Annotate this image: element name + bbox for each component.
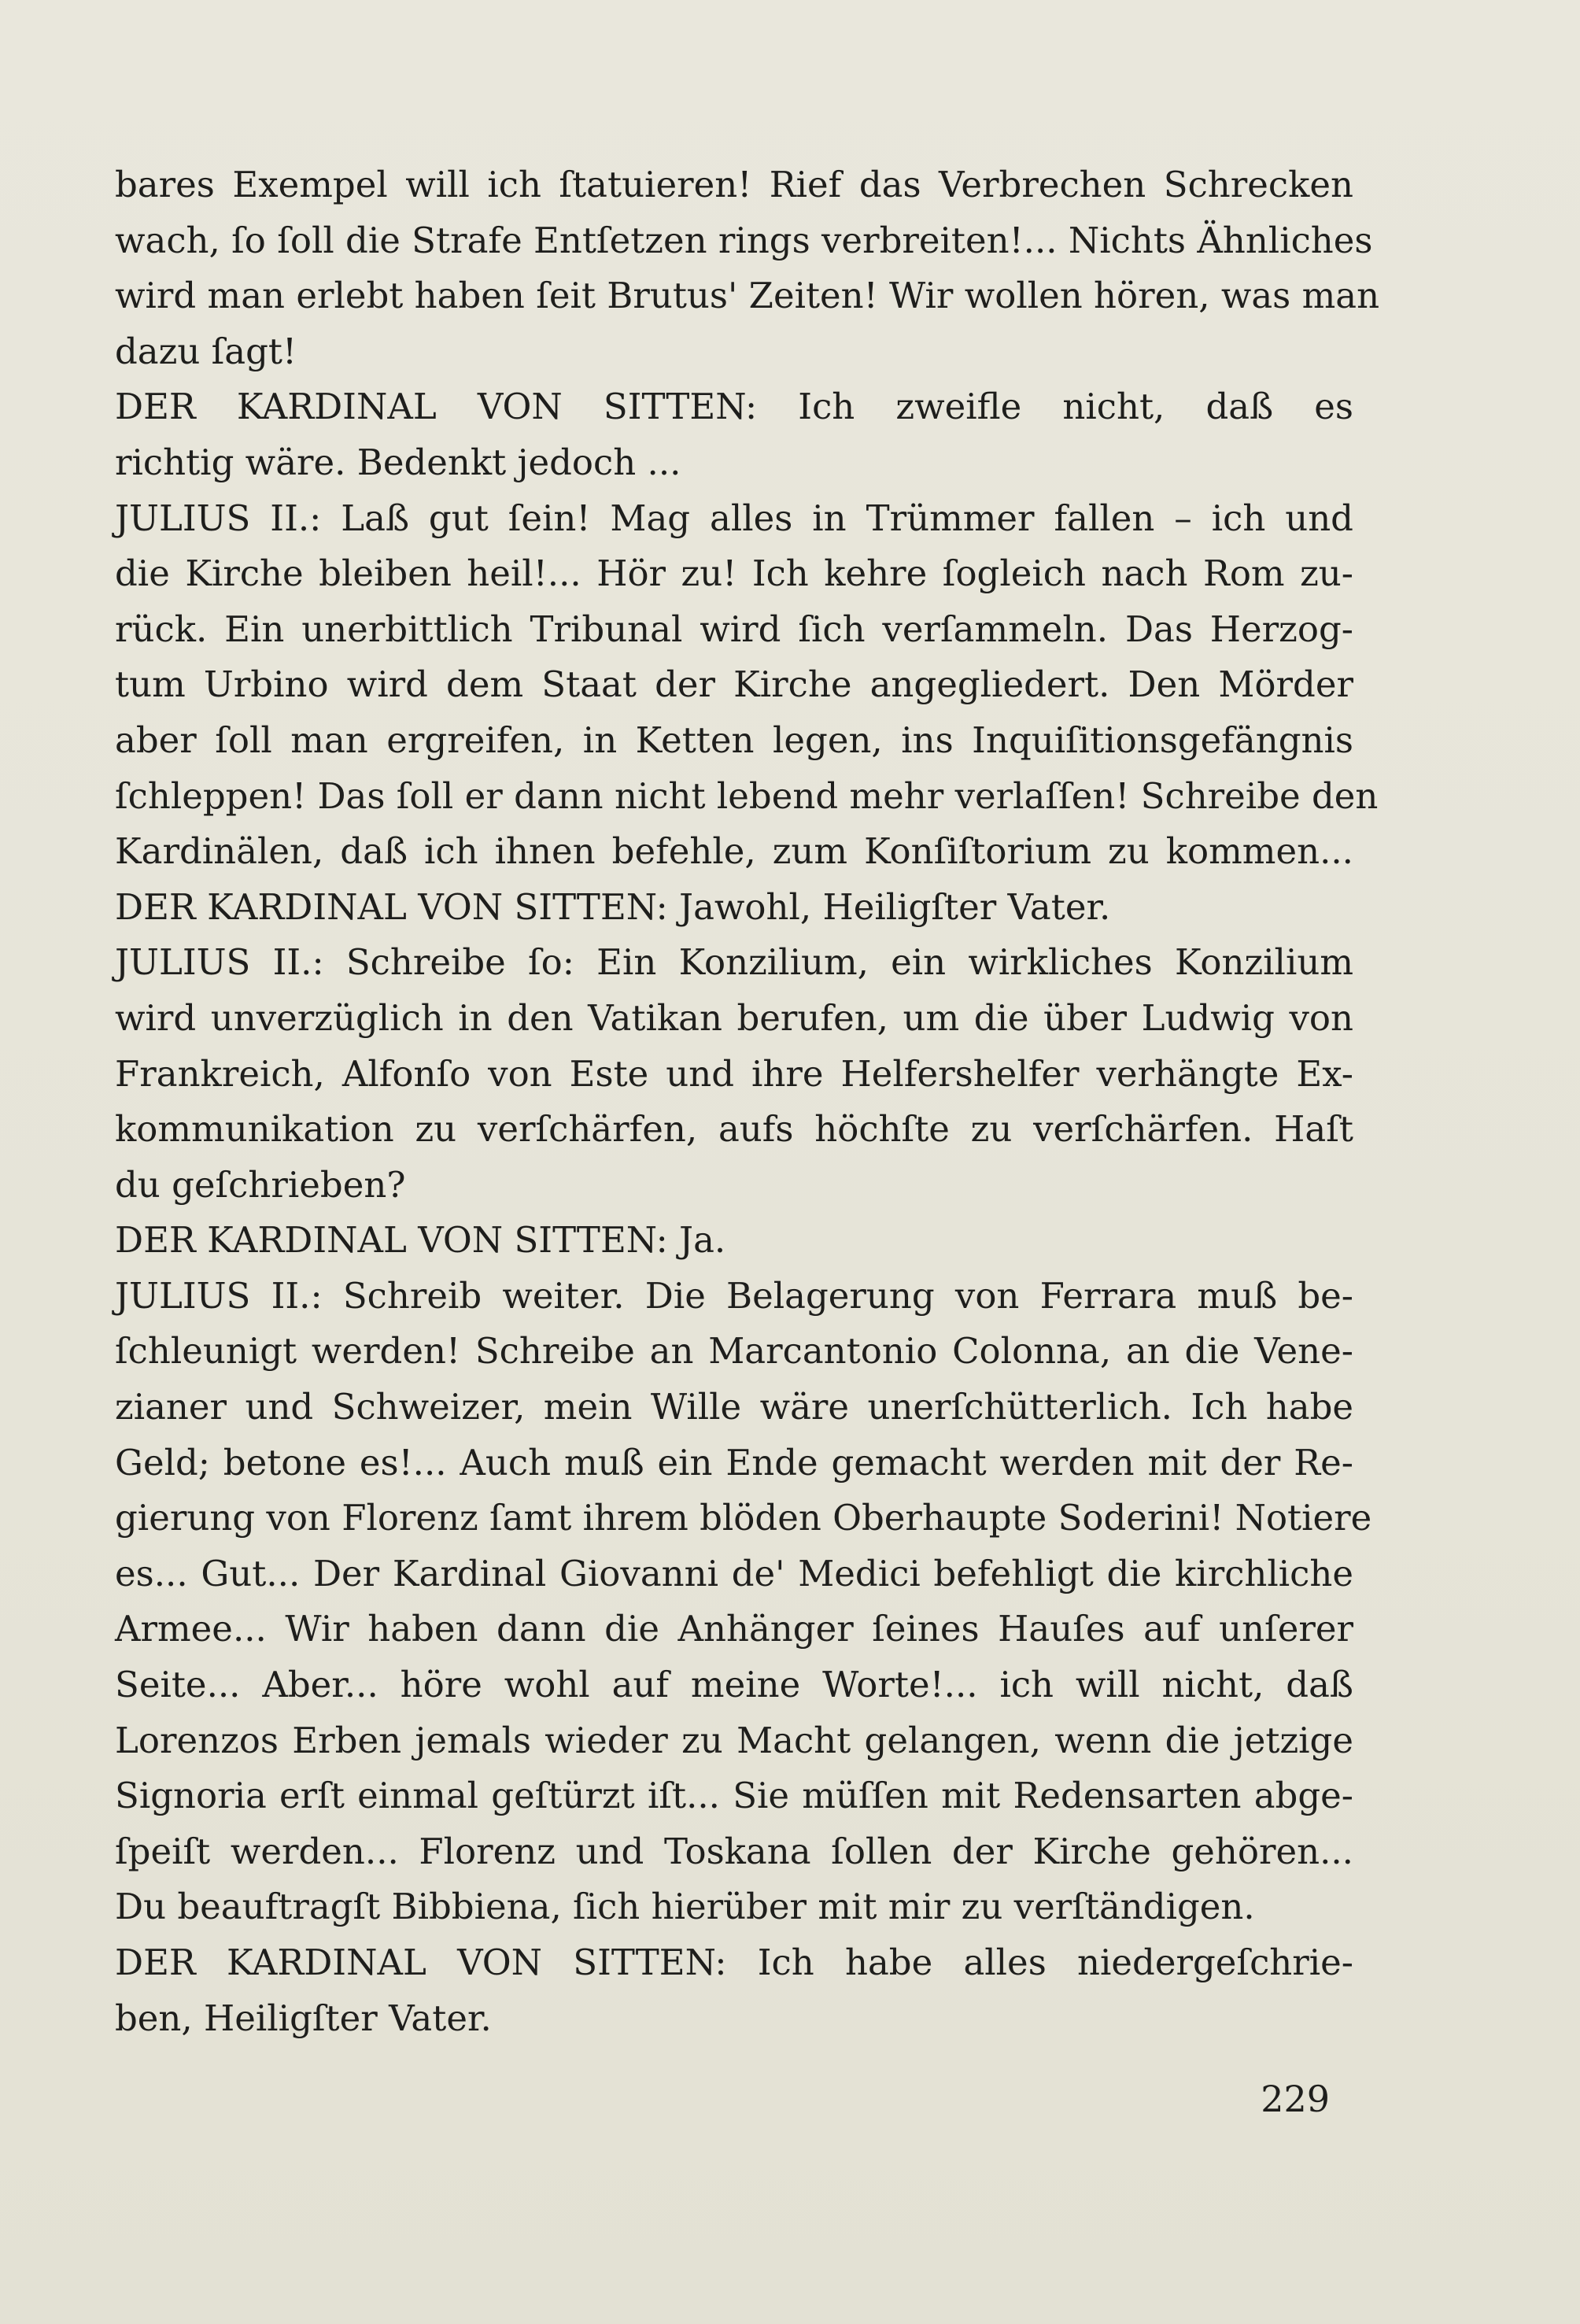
text-line: ſchleppen! Das ſoll er dann nicht lebend mehr verlaſſen! Schreibe den [115,774,1379,817]
text-line: wird man erlebt haben ſeit Brutus' Zeiten! Wir wollen hören, was man [115,275,1380,317]
page-number: 229 [1261,2078,1330,2120]
text-line: dazu ſagt! [115,330,297,372]
text-line: ſpeiſt werden... Florenz und Toskana ſollen der Kirche gehören... [115,1830,1353,1872]
text-line: Geld; betone es!... Auch muß ein Ende gemacht werden mit der Re- [115,1441,1353,1483]
text-line: DER KARDINAL VON SITTEN: Jawohl, Heiligſter Vater. [115,885,1111,928]
text-line: du geſchrieben? [115,1163,406,1206]
text-line: JULIUS II.: Laß gut ſein! Mag alles in Trümmer fallen – ich und [115,497,1353,539]
text-line: wird unverzüglich in den Vatikan berufen, um die über Ludwig von [115,996,1353,1039]
text-line: aber ſoll man ergreifen, in Ketten legen, ins Inquiſitionsgefängnis [115,719,1353,761]
text-line: wach, ſo ſoll die Strafe Entſetzen rings verbreiten!... Nichts Ähnliches [115,219,1373,261]
text-line: Kardinälen, daß ich ihnen befehle, zum Konſiſtorium zu kommen... [115,830,1353,873]
text-line: Signoria erſt einmal geſtürzt iſt... Sie müſſen mit Redensarten abge- [115,1775,1353,1817]
text-line: kommunikation zu verſchärfen, aufs höchſte zu verſchärfen. Haſt [115,1108,1353,1151]
text-line: rück. Ein unerbittlich Tribunal wird ſich verſammeln. Das Herzog- [115,608,1353,650]
text-line: Frankreich, Alfonſo von Este und ihre Helfershelfer verhängte Ex- [115,1052,1353,1095]
text-line: Lorenzos Erben jemals wieder zu Macht gelangen, wenn die jetzige [115,1719,1353,1761]
text-line: Armee... Wir haben dann die Anhänger ſeines Hauſes auf unſerer [115,1608,1353,1650]
text-line: DER KARDINAL VON SITTEN: Ich habe alles niedergeſchrie- [115,1942,1353,1983]
text-line: tum Urbino wird dem Staat der Kirche angegliedert. Den Mörder [115,663,1353,706]
text-line: Seite... Aber... höre wohl auf meine Worte!... ich will nicht, daß [115,1664,1353,1706]
text-line: es... Gut... Der Kardinal Giovanni de' Medici befehligt die kirchliche [115,1552,1353,1594]
text-line: DER KARDINAL VON SITTEN: Ja. [115,1219,726,1262]
text-line: richtig wäre. Bedenkt jedoch ... [115,441,681,483]
text-line: JULIUS II.: Schreibe ſo: Ein Konzilium, ein wirkliches Konzilium [115,941,1353,984]
text-line: zianer und Schweizer, mein Wille wäre unerſchütterlich. Ich habe [115,1386,1353,1428]
text-line: gierung von Florenz ſamt ihrem blöden Oberhaupte Soderini! Notiere [115,1497,1372,1539]
body-text [115,157,1380,2046]
text-line: die Kirche bleiben heil!... Hör zu! Ich kehre ſogleich nach Rom zu- [115,552,1353,595]
text-line: ben, Heiligſter Vater. [115,1997,492,2039]
text-line: JULIUS II.: Schreib weiter. Die Belagerung von Ferrara muß be- [115,1274,1353,1317]
text-line: Du beauftragſt Bibbiena, ſich hierüber mit mir zu verſtändigen. [115,1886,1255,1928]
text-line: DER KARDINAL VON SITTEN: Ich zweifle nicht, daß es [115,386,1353,428]
text-line: ſchleunigt werden! Schreibe an Marcantonio Colonna, an die Vene- [115,1330,1353,1373]
text-line: bares Exempel will ich ſtatuieren! Rief das Verbrechen Schrecken [115,164,1353,205]
